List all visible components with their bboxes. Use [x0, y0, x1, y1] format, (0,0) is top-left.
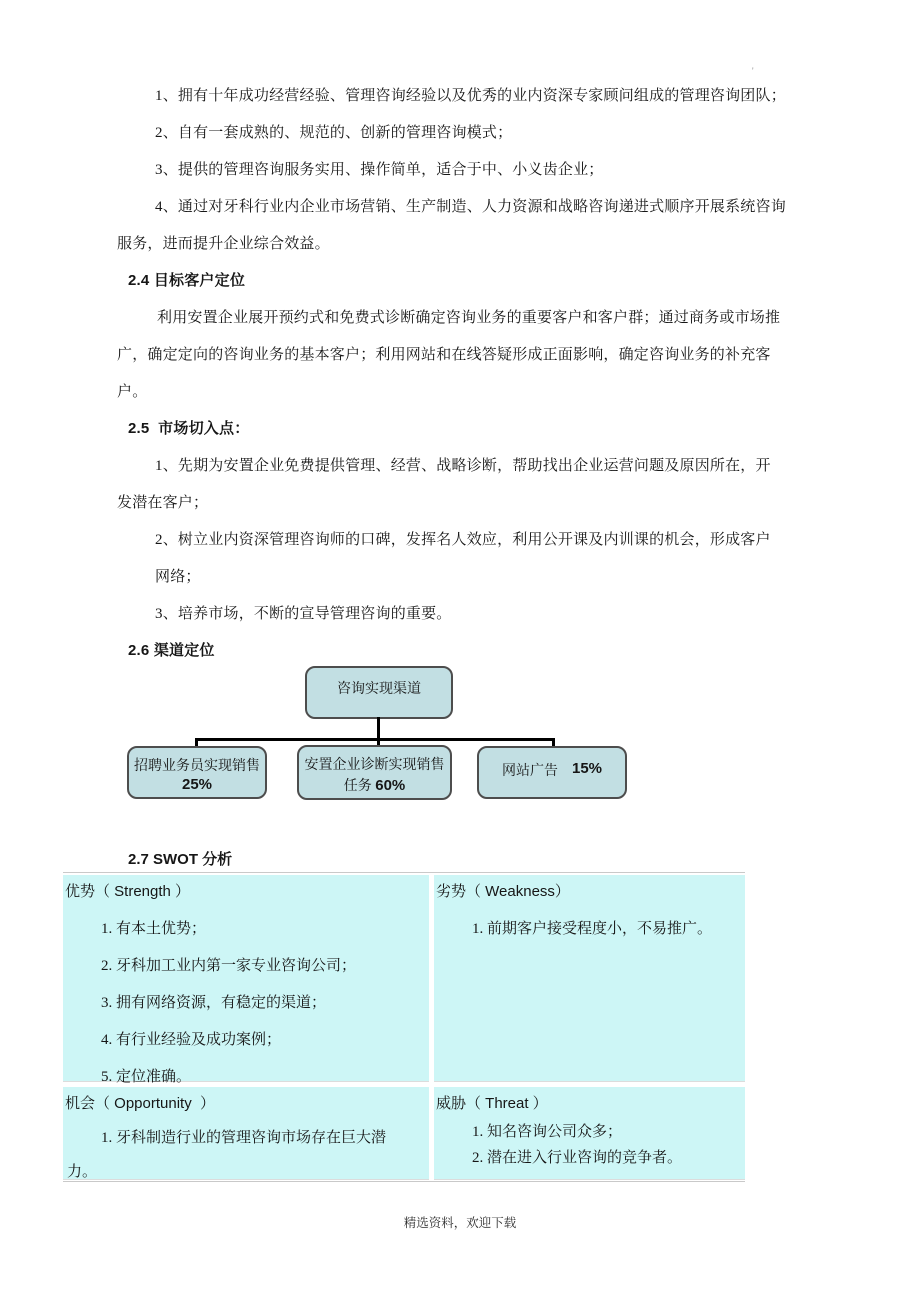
- node-label: 招聘业务员实现销售: [134, 759, 260, 774]
- diagram-node-website-ads: [477, 746, 627, 799]
- section-heading-2-7: 2.7 SWOT 分析: [128, 851, 233, 868]
- threat-title: 威胁（ Threat ）: [436, 1095, 548, 1112]
- advantage-item-4: 4、通过对牙科行业内企业市场营销、生产制造、人力资源和战略咨询递进式顺序开展系统咨询: [155, 199, 786, 215]
- node-percent: 15%: [571, 760, 603, 777]
- swot-cell-opportunity: [63, 1087, 429, 1179]
- node-percent: 60%: [375, 777, 406, 794]
- node-label: 网站广告: [501, 764, 558, 779]
- target-customer-para-1: 利用安置企业展开预约式和免费式诊断确定咨询业务的重要客户和客户群；通过商务或市场推: [157, 310, 781, 326]
- diagram-node-diagnosis-sales: [297, 745, 452, 800]
- target-customer-para-2: 广，确定定向的咨询业务的基本客户；利用网站和在线答疑形成正面影响，确定咨询业务的补充客: [117, 347, 771, 363]
- page-footer: 精选资料，欢迎下载: [403, 1216, 517, 1230]
- diagram-node-recruit-sales: [127, 746, 267, 799]
- connector-horizontal: [195, 738, 555, 741]
- target-customer-para-3: 户。: [117, 384, 148, 400]
- document-body: [117, 84, 817, 676]
- market-entry-item-3: 3、培养市场，不断的宣导管理咨询的重要。: [155, 606, 452, 622]
- diagram-root-label: 咨询实现渠道: [337, 682, 421, 697]
- node-sub: 任务: [343, 779, 376, 794]
- diagram-root-node: [305, 666, 453, 719]
- connector-vertical-center: [377, 717, 380, 746]
- weakness-title: 劣势（ Weakness）: [436, 883, 570, 900]
- strength-item: 3. 拥有网络资源，有稳定的渠道；: [101, 995, 327, 1011]
- section-heading-2-4: 2.4 目标客户定位: [128, 272, 246, 289]
- advantage-item-1: 1、拥有十年成功经营经验、管理咨询经验以及优秀的业内资深专家顾问组成的管理咨询团队；: [155, 88, 786, 104]
- threat-item: 2. 潜在进入行业咨询的竞争者。: [472, 1150, 683, 1166]
- section-heading-2-6: 2.6 渠道定位: [128, 642, 215, 659]
- stray-mark: ': [752, 66, 754, 76]
- market-entry-item-1-cont: 发潜在客户；: [117, 495, 209, 511]
- advantage-item-3: 3、提供的管理咨询服务实用、操作简单，适合于中、小义齿企业；: [155, 162, 604, 178]
- market-entry-item-1: 1、先期为安置企业免费提供管理、经营、战略诊断，帮助找出企业运营问题及原因所在，开: [155, 458, 771, 474]
- section-heading-2-5: 2.5 市场切入点：: [128, 420, 250, 437]
- market-entry-item-2: 2、树立业内资深管理咨询师的口碑，发挥名人效应，利用公开课及内训课的机会，形成客户: [155, 532, 771, 548]
- swot-cell-strength: [63, 875, 429, 1085]
- advantage-item-2: 2、自有一套成熟的、规范的、创新的管理咨询模式；: [155, 125, 513, 141]
- strength-title: 优势（ Strength ）: [65, 883, 191, 900]
- opportunity-item-cont: 力。: [67, 1164, 98, 1180]
- strength-item: 4. 有行业经验及成功案例；: [101, 1032, 282, 1048]
- opportunity-title: 机会（ Opportunity ）: [65, 1095, 216, 1112]
- advantage-item-4-cont: 服务，进而提升企业综合效益。: [117, 236, 330, 252]
- swot-row-bottom: [63, 1087, 745, 1179]
- swot-cell-threat: [434, 1087, 745, 1179]
- node-label: 安置企业诊断实现销售: [304, 758, 445, 773]
- swot-cell-weakness: [434, 875, 745, 1081]
- node-percent: 25%: [181, 776, 213, 793]
- market-entry-item-2-cont: 网络；: [155, 569, 201, 585]
- threat-item: 1. 知名咨询公司众多；: [472, 1124, 623, 1140]
- strength-item: 5. 定位准确。: [101, 1069, 192, 1085]
- strength-item: 2. 牙科加工业内第一家专业咨询公司；: [101, 958, 357, 974]
- strength-item: 1. 有本土优势；: [101, 921, 207, 937]
- swot-row-top: [63, 875, 745, 1085]
- weakness-item: 1. 前期客户接受程度小，不易推广。: [472, 921, 713, 937]
- opportunity-item: 1. 牙科制造行业的管理咨询市场存在巨大潜: [101, 1130, 387, 1146]
- swot-table: [63, 872, 745, 1182]
